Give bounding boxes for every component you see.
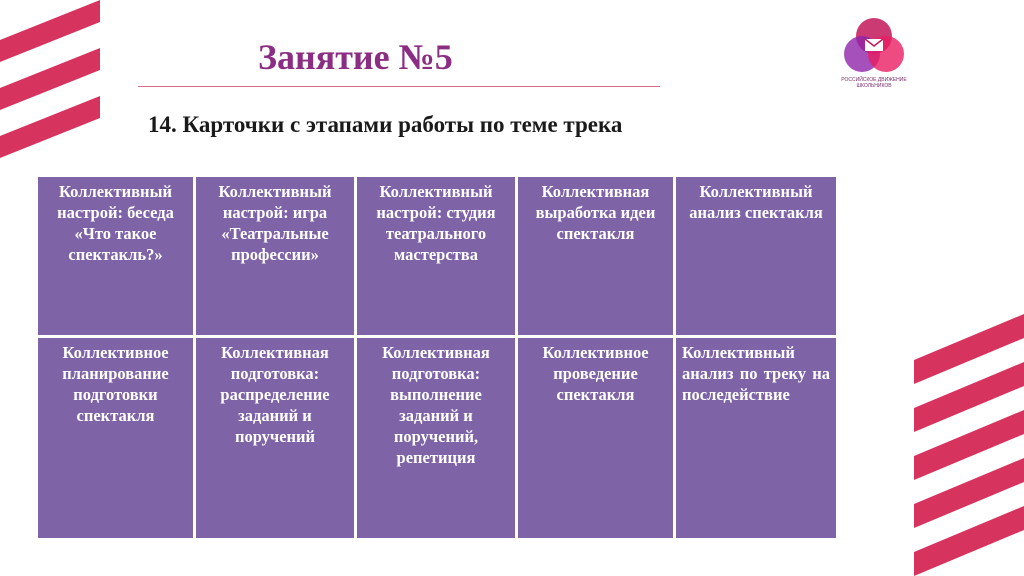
logo-caption: РОССИЙСКОЕ ДВИЖЕНИЕ ШКОЛЬНИКОВ xyxy=(841,77,907,89)
card-cell: Коллективный настрой: студия театрального мастерства xyxy=(357,177,515,335)
title-divider xyxy=(138,86,660,87)
card-cell: Коллективная подготовка: выполнение заданий и поручений, репетиция xyxy=(357,338,515,538)
decorative-stripes-right xyxy=(914,300,1024,576)
card-cell: Коллективный настрой: беседа «Что такое спектакль?» xyxy=(38,177,193,335)
card-cell: Коллективное проведение спектакля xyxy=(518,338,673,538)
card-cell: Коллективный анализ по треку на последействие xyxy=(676,338,836,538)
slide-title: Занятие №5 xyxy=(258,37,453,77)
card-cell: Коллективное планирование подготовки спектакля xyxy=(38,338,193,538)
envelope-icon xyxy=(865,39,883,51)
card-cell: Коллективный анализ спектакля xyxy=(676,177,836,335)
card-cell: Коллективная выработка идеи спектакля xyxy=(518,177,673,335)
slide-subtitle: 14. Карточки с этапами работы по теме трека xyxy=(148,112,623,137)
card-cell: Коллективная подготовка: распределение заданий и поручений xyxy=(196,338,354,538)
card-cell: Коллективный настрой: игра «Театральные профессии» xyxy=(196,177,354,335)
decorative-stripes-left xyxy=(0,0,120,200)
cards-table xyxy=(38,177,836,538)
